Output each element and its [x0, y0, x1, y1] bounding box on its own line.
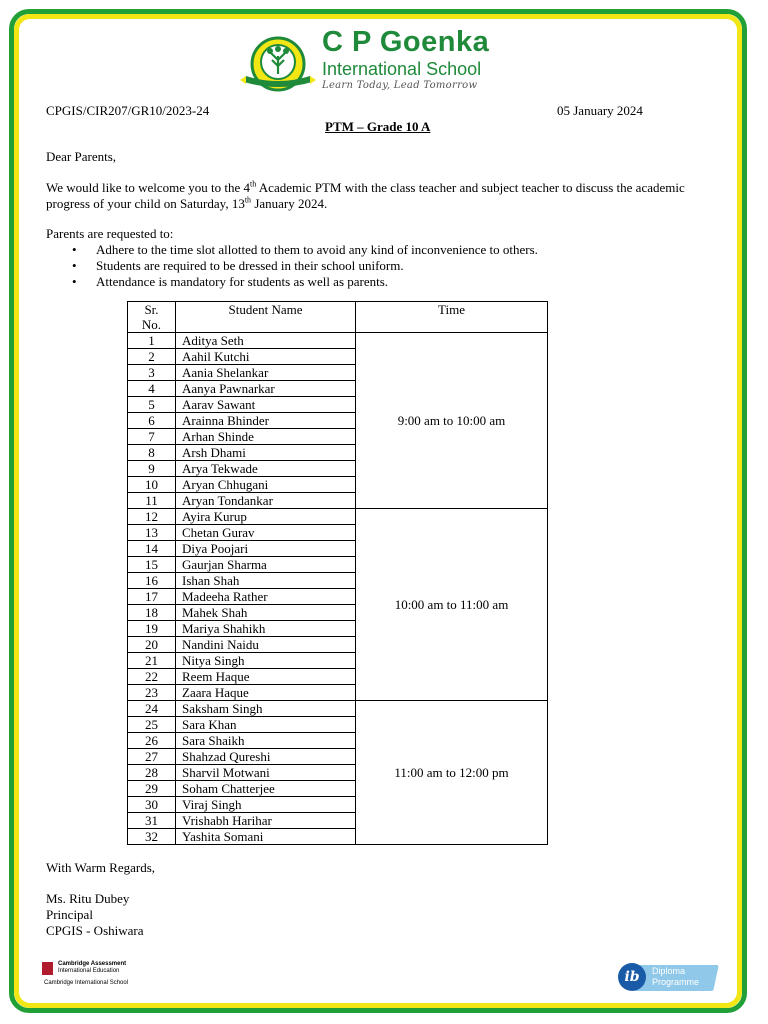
- cell-sr-no: 11: [128, 493, 176, 509]
- cell-student-name: Aarav Sawant: [176, 397, 356, 413]
- cell-student-name: Ishan Shah: [176, 573, 356, 589]
- cell-student-name: Arsh Dhami: [176, 445, 356, 461]
- cell-student-name: Sharvil Motwani: [176, 765, 356, 781]
- cell-student-name: Aryan Chhugani: [176, 477, 356, 493]
- letter-subject: PTM – Grade 10 A: [325, 119, 431, 134]
- cell-student-name: Soham Chatterjee: [176, 781, 356, 797]
- cell-sr-no: 29: [128, 781, 176, 797]
- ib-globe-icon: ib: [618, 963, 646, 991]
- cell-student-name: Mariya Shahikh: [176, 621, 356, 637]
- cell-sr-no: 31: [128, 813, 176, 829]
- cell-student-name: Viraj Singh: [176, 797, 356, 813]
- school-logo: [238, 26, 518, 96]
- cell-student-name: Shahzad Qureshi: [176, 749, 356, 765]
- table-row: [128, 333, 548, 349]
- ib-diploma-logo: ib Diploma Programme: [618, 963, 718, 993]
- cell-time-slot: 10:00 am to 11:00 am: [356, 509, 548, 701]
- cell-sr-no: 24: [128, 701, 176, 717]
- cell-sr-no: 4: [128, 381, 176, 397]
- cell-sr-no: 14: [128, 541, 176, 557]
- cell-student-name: Yashita Somani: [176, 829, 356, 845]
- table-row: [128, 701, 548, 717]
- signatory-title: Principal: [46, 907, 93, 922]
- cambridge-logo: Cambridge Assessment International Education Cambridge International School: [44, 961, 129, 986]
- cell-sr-no: 12: [128, 509, 176, 525]
- body-paragraph: We would like to welcome you to the 4th Academic PTM with the class teacher and subject teacher to discuss the academic progress of your child on Saturday, 13th January 2024.: [46, 179, 685, 211]
- ptm-schedule-table: [127, 301, 548, 845]
- cell-student-name: Aryan Tondankar: [176, 493, 356, 509]
- cell-student-name: Aania Shelankar: [176, 365, 356, 381]
- signatory-org: CPGIS - Oshiwara: [46, 923, 144, 938]
- cell-sr-no: 16: [128, 573, 176, 589]
- cell-student-name: Ayira Kurup: [176, 509, 356, 525]
- cell-student-name: Mahek Shah: [176, 605, 356, 621]
- list-item: • Adhere to the time slot allotted to them to avoid any kind of inconvenience to others.: [72, 242, 538, 258]
- request-intro: Parents are requested to:: [46, 226, 174, 241]
- header-time: Time: [356, 302, 548, 333]
- greeting: Dear Parents,: [46, 149, 117, 164]
- cell-sr-no: 9: [128, 461, 176, 477]
- cell-sr-no: 23: [128, 685, 176, 701]
- cell-time-slot: 11:00 am to 12:00 pm: [356, 701, 548, 845]
- cell-student-name: Diya Poojari: [176, 541, 356, 557]
- cell-sr-no: 15: [128, 557, 176, 573]
- table-header-row: [128, 302, 548, 333]
- cell-sr-no: 2: [128, 349, 176, 365]
- cell-student-name: Madeeha Rather: [176, 589, 356, 605]
- cell-sr-no: 21: [128, 653, 176, 669]
- letter-date: 05 January 2024: [557, 103, 643, 118]
- cell-sr-no: 32: [128, 829, 176, 845]
- cell-student-name: Arya Tekwade: [176, 461, 356, 477]
- cell-student-name: Reem Haque: [176, 669, 356, 685]
- cell-sr-no: 6: [128, 413, 176, 429]
- cell-student-name: Aahil Kutchi: [176, 349, 356, 365]
- cell-sr-no: 30: [128, 797, 176, 813]
- cell-sr-no: 22: [128, 669, 176, 685]
- cell-student-name: Gaurjan Sharma: [176, 557, 356, 573]
- cell-sr-no: 25: [128, 717, 176, 733]
- cell-student-name: Aanya Pawnarkar: [176, 381, 356, 397]
- cell-sr-no: 28: [128, 765, 176, 781]
- school-emblem-icon: [238, 30, 318, 92]
- cell-student-name: Nandini Naidu: [176, 637, 356, 653]
- cell-sr-no: 17: [128, 589, 176, 605]
- reference-number: CPGIS/CIR207/GR10/2023-24: [46, 103, 210, 118]
- request-list: [72, 242, 538, 290]
- cambridge-shield-icon: [42, 962, 53, 975]
- header-student-name: Student Name: [176, 302, 356, 333]
- table-row: [128, 509, 548, 525]
- cell-sr-no: 26: [128, 733, 176, 749]
- header-sr-no: Sr. No.: [128, 302, 176, 333]
- school-tagline: Learn Today, Lead Tomorrow: [322, 80, 478, 91]
- cell-sr-no: 3: [128, 365, 176, 381]
- cell-student-name: Arainna Bhinder: [176, 413, 356, 429]
- cell-sr-no: 5: [128, 397, 176, 413]
- table-body: [128, 333, 548, 845]
- cell-sr-no: 20: [128, 637, 176, 653]
- cell-student-name: Nitya Singh: [176, 653, 356, 669]
- list-item: • Attendance is mandatory for students as well as parents.: [72, 274, 538, 290]
- cell-sr-no: 8: [128, 445, 176, 461]
- cell-student-name: Arhan Shinde: [176, 429, 356, 445]
- cell-sr-no: 10: [128, 477, 176, 493]
- cell-sr-no: 7: [128, 429, 176, 445]
- cell-sr-no: 27: [128, 749, 176, 765]
- cell-student-name: Sara Shaikh: [176, 733, 356, 749]
- cell-student-name: Sara Khan: [176, 717, 356, 733]
- list-item: • Students are required to be dressed in their school uniform.: [72, 258, 538, 274]
- cell-student-name: Aditya Seth: [176, 333, 356, 349]
- school-name: C P Goenka: [322, 26, 490, 58]
- school-subtitle: International School: [322, 59, 482, 79]
- closing-regards: With Warm Regards,: [46, 860, 156, 875]
- signatory-name: Ms. Ritu Dubey: [46, 891, 130, 906]
- cell-sr-no: 13: [128, 525, 176, 541]
- cell-time-slot: 9:00 am to 10:00 am: [356, 333, 548, 509]
- cell-student-name: Saksham Singh: [176, 701, 356, 717]
- cell-sr-no: 1: [128, 333, 176, 349]
- cell-sr-no: 18: [128, 605, 176, 621]
- cell-sr-no: 19: [128, 621, 176, 637]
- cell-student-name: Zaara Haque: [176, 685, 356, 701]
- cell-student-name: Vrishabh Harihar: [176, 813, 356, 829]
- cell-student-name: Chetan Gurav: [176, 525, 356, 541]
